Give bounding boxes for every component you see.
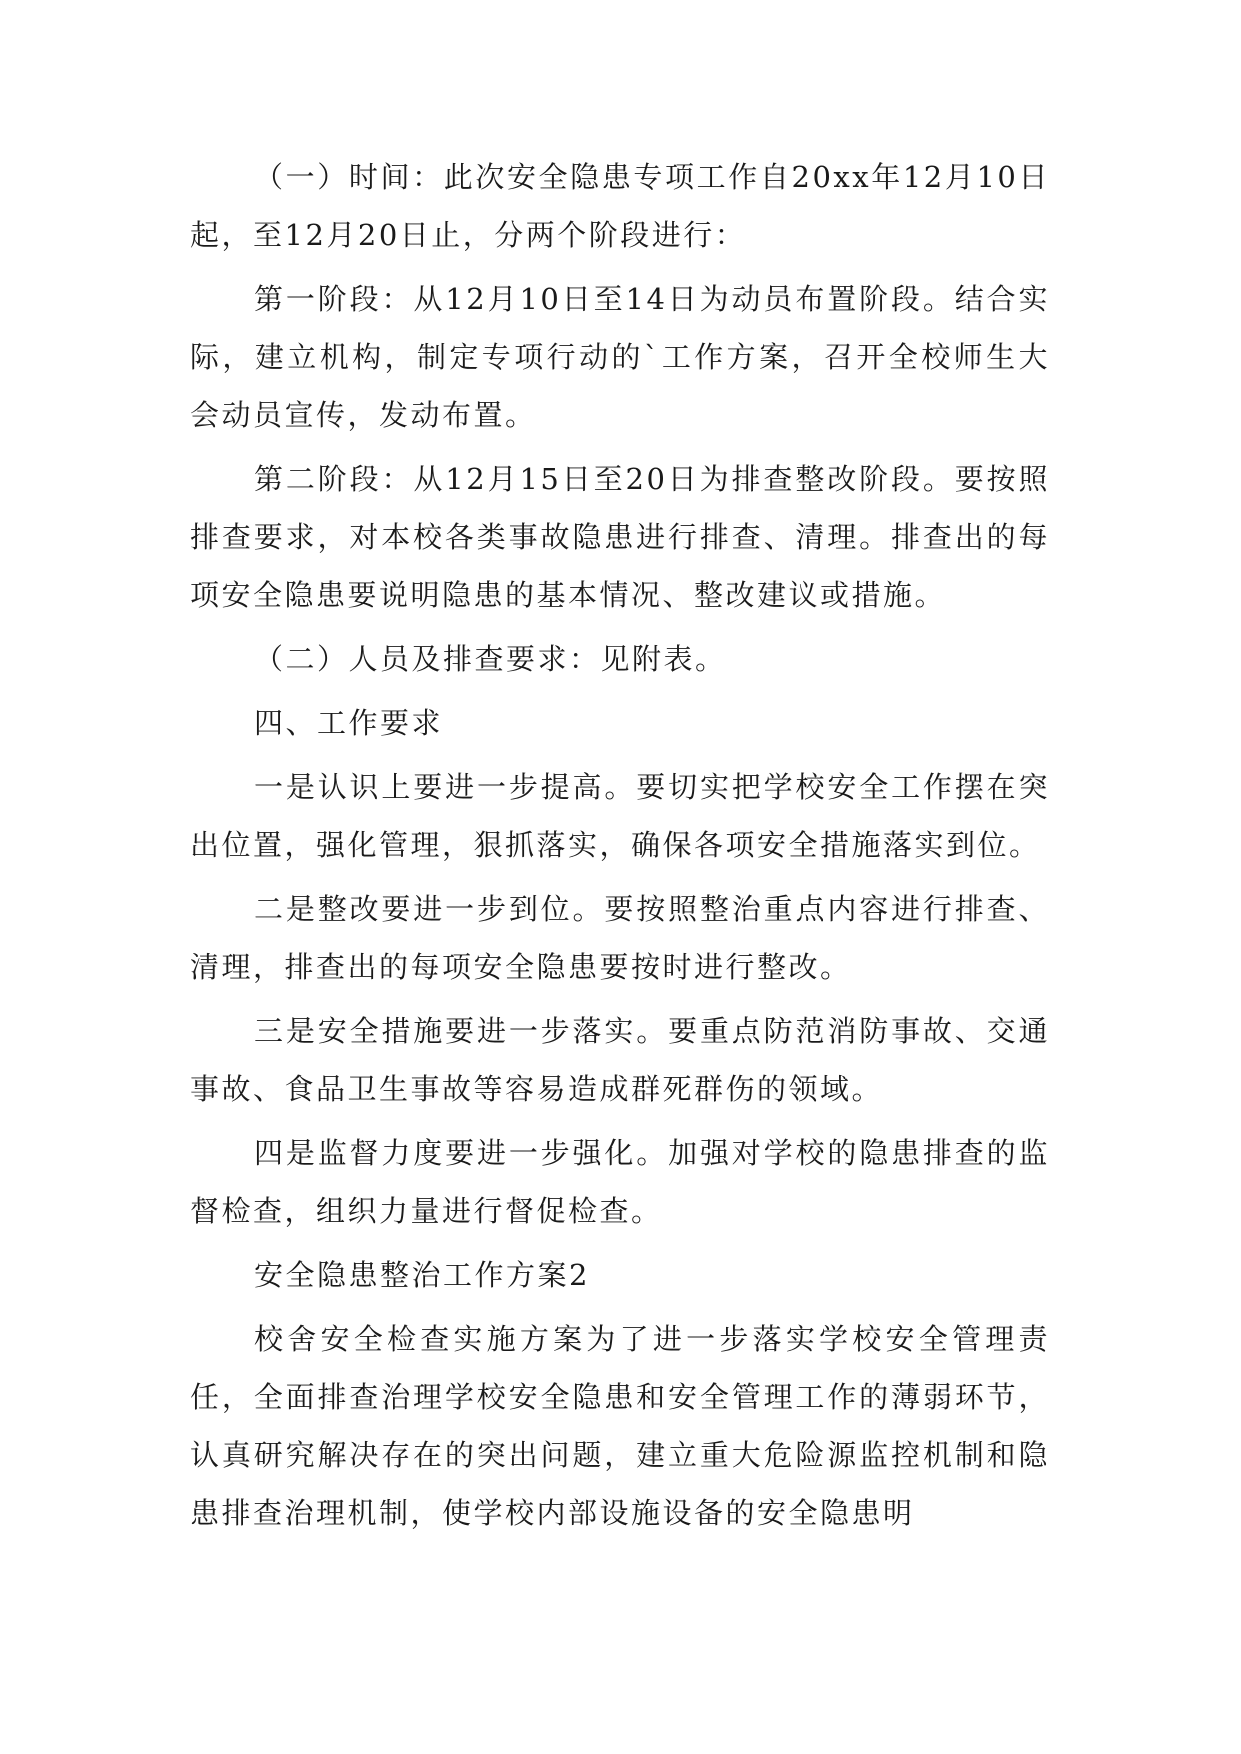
paragraph-plan-2-intro: 校舍安全检查实施方案为了进一步落实学校安全管理责任，全面排查治理学校安全隐患和安全管理工作的薄弱环节，认真研究解决存在的突出问题，建立重大危险源监控机制和隐患排查治理机制，使学校内部设施设备的安全隐患明	[190, 1322, 1050, 1530]
paragraph-stage-one: 第一阶段：从12月10日至14日为动员布置阶段。结合实际，建立机构，制定专项行动的`工作方案，召开全校师生大会动员宣传，发动布置。	[190, 282, 1050, 432]
plan-2-title: 安全隐患整治工作方案2	[254, 1258, 590, 1292]
paragraph-requirement-three: 三是安全措施要进一步落实。要重点防范消防事故、交通事故、食品卫生事故等容易造成群死群伤的领域。	[190, 1014, 1050, 1106]
document-page	[190, 148, 1050, 1548]
paragraph-requirement-two: 二是整改要进一步到位。要按照整治重点内容进行排查、清理，排查出的每项安全隐患要按时进行整改。	[190, 892, 1050, 984]
section-heading-work-requirements: 四、工作要求	[254, 706, 444, 740]
paragraph-requirement-one: 一是认识上要进一步提高。要切实把学校安全工作摆在突出位置，强化管理，狠抓落实，确保各项安全措施落实到位。	[190, 770, 1050, 862]
paragraph-stage-two: 第二阶段：从12月15日至20日为排查整改阶段。要按照排查要求，对本校各类事故隐患进行排查、清理。排查出的每项安全隐患要说明隐患的基本情况、整改建议或措施。	[190, 462, 1050, 612]
paragraph-time: （一）时间：此次安全隐患专项工作自20xx年12月10日起，至12月20日止，分两个阶段进行：	[190, 160, 1050, 252]
paragraph-personnel: （二）人员及排查要求：见附表。	[254, 642, 727, 676]
paragraph-requirement-four: 四是监督力度要进一步强化。加强对学校的隐患排查的监督检查，组织力量进行督促检查。	[190, 1136, 1050, 1228]
